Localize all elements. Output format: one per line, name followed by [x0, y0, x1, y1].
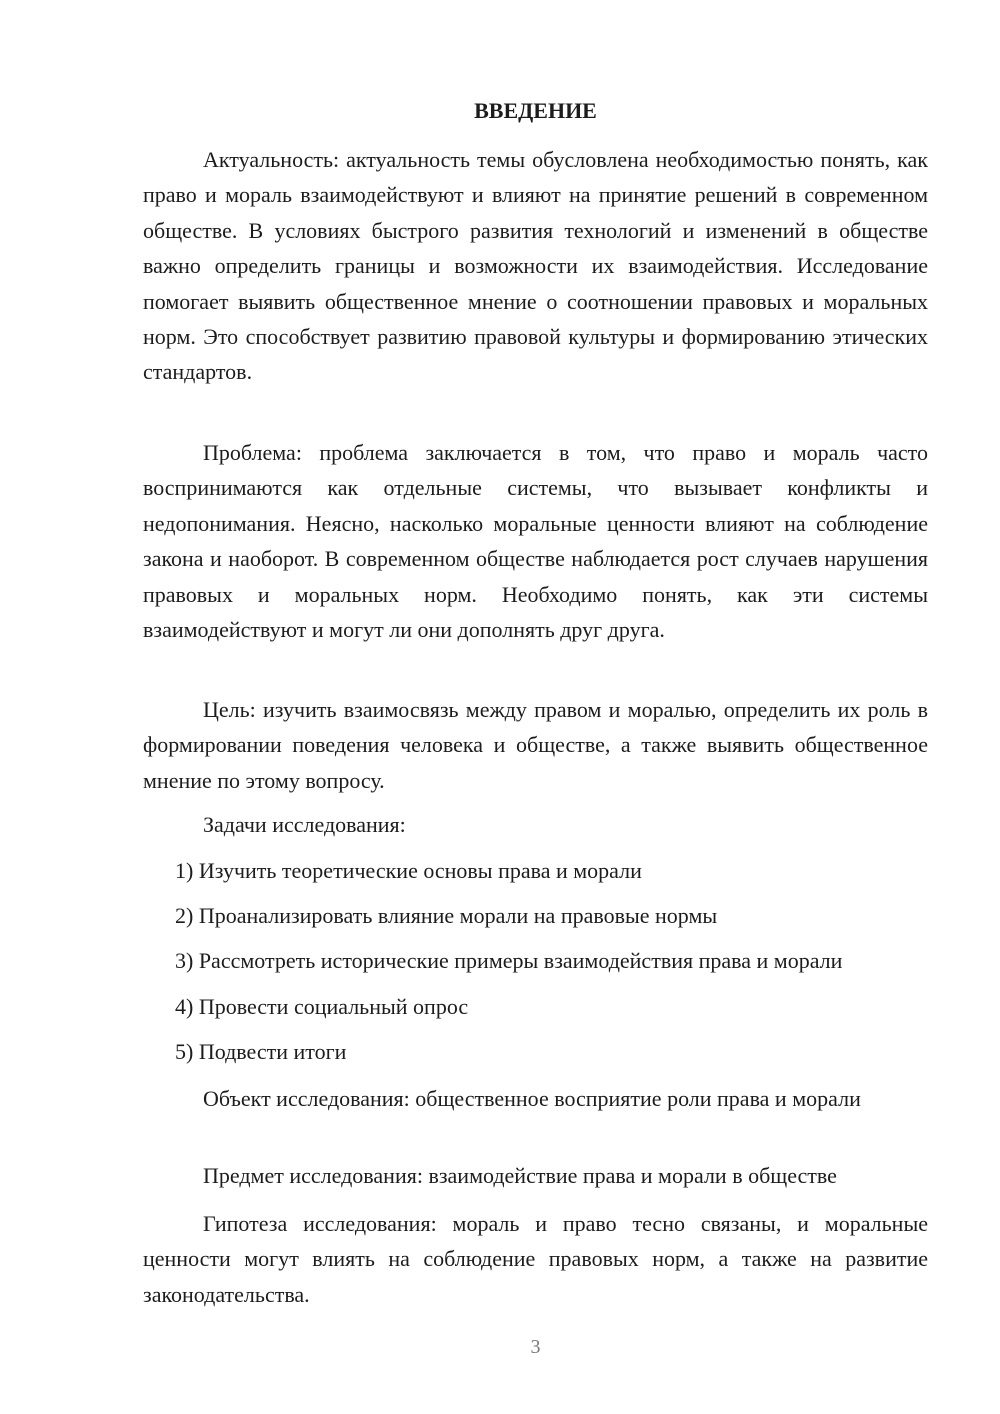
- paragraph-relevance: Актуальность: актуальность темы обусловлена необходимостью понять, как право и мораль взаимодействуют и влияют на принятие решений в современном обществе. В условиях быстрого развития технологий и изменений в обществе важно определить границы и возможности их взаимодействия. Исследование помогает выявить общественное мнение о соотношении правовых и моральных норм. Это способствует развитию правовой культуры и формированию этических стандартов.: [143, 147, 928, 385]
- page-title: ВВЕДЕНИЕ: [474, 98, 597, 123]
- tasks-heading: Задачи исследования:: [203, 812, 406, 837]
- paragraph-hypothesis: Гипотеза исследования: мораль и право тесно связаны, и моральные ценности могут влиять на соблюдение правовых норм, а также на развитие законодательства.: [143, 1211, 928, 1307]
- task-item-5: 5) Подвести итоги: [175, 1039, 347, 1064]
- paragraph-problem: Проблема: проблема заключается в том, что право и мораль часто воспринимаются как отдельные системы, что вызывает конфликты и недопонимания. Неясно, насколько моральные ценности влияют на соблюдение закона и наоборот. В современном обществе наблюдается рост случаев нарушения правовых и моральных норм. Необходимо понять, как эти системы взаимодействуют и могут ли они дополнять друг друга.: [143, 440, 928, 643]
- task-item-2: 2) Проанализировать влияние морали на правовые нормы: [175, 903, 718, 928]
- document-page: [143, 0, 928, 1414]
- page-number: 3: [530, 1336, 541, 1358]
- paragraph-goal: Цель: изучить взаимосвязь между правом и моралью, определить их роль в формировании поведения человека и обществе, а также выявить общественное мнение по этому вопросу.: [143, 697, 928, 793]
- task-item-3: 3) Рассмотреть исторические примеры взаимодействия права и морали: [175, 948, 843, 973]
- paragraph-object: Объект исследования: общественное восприятие роли права и морали: [203, 1086, 861, 1111]
- task-item-1: 1) Изучить теоретические основы права и морали: [175, 858, 642, 883]
- paragraph-subject: Предмет исследования: взаимодействие права и морали в обществе: [203, 1163, 837, 1188]
- task-item-4: 4) Провести социальный опрос: [175, 994, 469, 1019]
